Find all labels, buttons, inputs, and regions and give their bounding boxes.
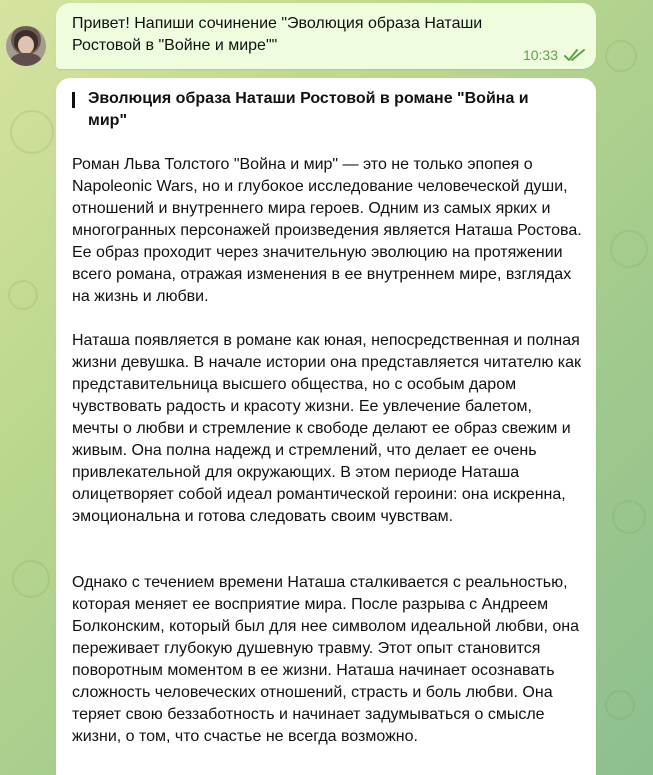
outgoing-message-bubble[interactable] <box>56 3 596 69</box>
essay-heading: Эволюция образа Наташи Ростовой в романе "Война и мир" <box>88 90 529 129</box>
user-avatar[interactable] <box>6 26 46 66</box>
message-time: 10:33 <box>522 47 558 63</box>
message-meta <box>523 47 586 63</box>
avatar-body <box>10 53 42 66</box>
essay-paragraph-1: Роман Льва Толстого "Война и мир" — это не только эпопея о Napoleonic Wars, но и глубокое исследование человеческой души, отношений и внутреннего мира героев. Одним из самых ярких и многогранных персонажей произведения является Наташа Ростова. Ее образ проходит через значительную эволюцию на протяжении всего романа, отражая изменения в ее внутреннем мире, взглядах на жизнь и любви. <box>72 156 582 305</box>
heading-bar <box>72 92 75 108</box>
double-check-icon <box>564 48 586 62</box>
incoming-message-bubble[interactable] <box>56 78 596 775</box>
avatar-face <box>18 36 34 54</box>
essay-paragraph-3: Однако с течением времени Наташа сталкивается с реальностью, которая меняет ее восприятие мира. После разрыва с Андреем Болконским, который был для нее символом идеальной любви, она переживает глубокую душевную травму. Этот опыт становится поворотным моментом в ее жизни. Наташа начинает осознавать сложность человеческих отношений, страсть и боль любви. Она теряет свою беззаботность и начинает задумываться о смысле жизни, о том, что счастье не всегда возможно. <box>72 574 579 745</box>
outgoing-message-text: Привет! Напиши сочинение "Эволюция образа Наташи Ростовой в "Войне и мире"" <box>72 15 483 54</box>
essay-paragraph-2: Наташа появляется в романе как юная, непосредственная и полная жизни девушка. В начале истории она представляется читателю как представительница высшего общества, но с особым даром чувствовать радость и красоту жизни. Ее увлечение балетом, мечты о любви и стремление к свободе делают ее образ свежим и живым. Она полна надежд и стремлений, что делает ее очень привлекательной для окружающих. В этом периоде Наташа олицетворяет собой идеал романтической героини: она искренна, эмоциональна и готова следовать своим чувствам. <box>72 332 582 525</box>
